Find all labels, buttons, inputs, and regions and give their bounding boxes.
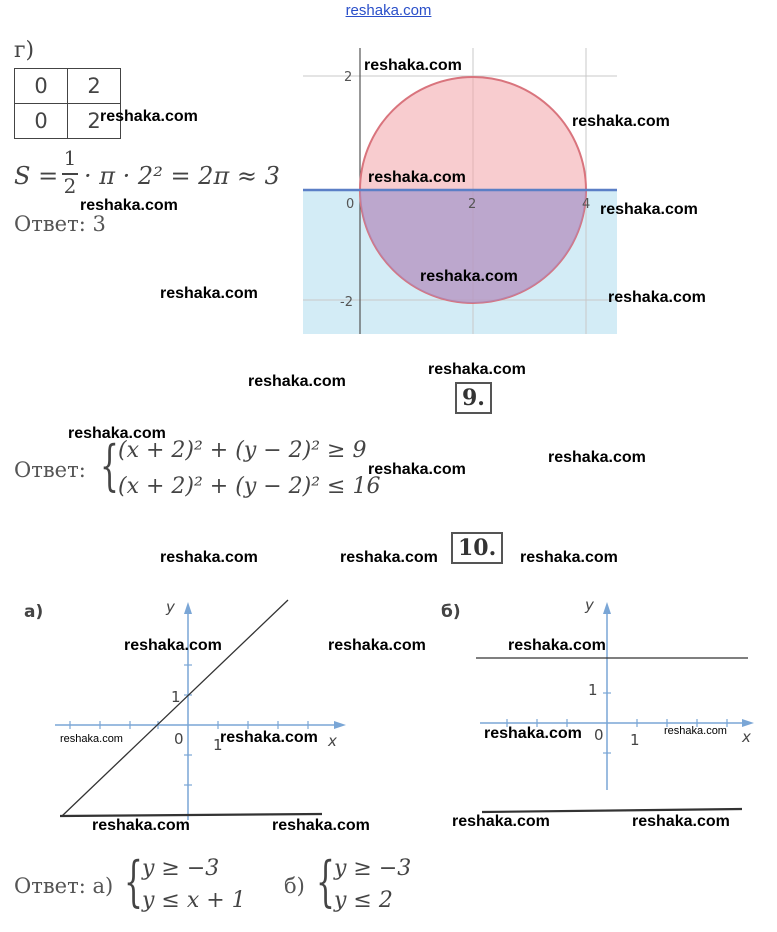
watermark: reshaka.com [160,285,258,302]
x-axis-label: x [328,732,337,750]
formula-denominator: 2 [63,174,77,198]
watermark: reshaka.com [100,108,198,125]
values-table [14,68,121,139]
graph-a [40,590,360,830]
watermark: reshaka.com [340,549,438,566]
problem-9-number: 9. [455,382,492,414]
circle-graph [300,48,620,338]
y-tick-label: 2 [344,70,353,85]
y-tick-label: -2 [340,295,353,310]
origin-label: 0 [594,726,604,744]
table-row [15,69,121,104]
table-cell: 2 [68,69,121,104]
problem-10-number: 10. [451,532,503,564]
formula-numerator: 1 [63,146,77,170]
problem-10-answer-label: Ответ: а) [14,874,114,898]
graph-a-label: а) [24,602,44,622]
x-tick-label: 0 [346,197,355,212]
watermark: reshaka.com [664,725,727,737]
system-a-line-1: y ≥ −3 [142,856,220,881]
system-b-line-2: y ≤ 2 [334,888,393,913]
formula-rhs: · π · 2² = 2π ≈ 3 [84,162,280,190]
watermark: reshaka.com [368,169,466,186]
watermark: reshaka.com [368,461,466,478]
watermark: reshaka.com [80,197,178,214]
watermark: reshaka.com [548,449,646,466]
system-line-2: (x + 2)² + (y − 2)² ≤ 16 [118,474,381,499]
watermark: reshaka.com [428,361,526,378]
origin-label: 0 [174,730,184,748]
y-axis-label: y [585,596,594,614]
system-brace: { [100,434,119,497]
watermark: reshaka.com [484,725,582,742]
watermark: reshaka.com [160,549,258,566]
table-cell: 2 [68,104,121,139]
watermark: reshaka.com [452,813,550,830]
line-y-eq-minus-3 [60,814,322,816]
watermark: reshaka.com [248,373,346,390]
x-arrow-icon [334,721,346,729]
watermark: reshaka.com [92,817,190,834]
y-arrow-icon [603,602,611,614]
graph-b-label: б) [441,602,461,622]
part-g-answer: Ответ: 3 [14,212,106,236]
system-brace: { [316,850,335,913]
watermark: reshaka.com [508,637,606,654]
answer-b-label: б) [284,874,305,898]
x-tick-label: 1 [630,731,640,749]
watermark: reshaka.com [124,637,222,654]
x-tick-label: 2 [468,197,477,212]
watermark: reshaka.com [572,113,670,130]
y-tick-label: 1 [588,681,598,699]
watermark: reshaka.com [520,549,618,566]
table-cell: 0 [15,69,68,104]
system-a-line-2: y ≤ x + 1 [142,888,246,913]
site-header-link[interactable]: reshaka.com [345,2,432,19]
watermark: reshaka.com [220,729,318,746]
x-axis-label: x [742,728,751,746]
watermark: reshaka.com [608,289,706,306]
y-tick-label: 1 [171,688,181,706]
watermark: reshaka.com [600,201,698,218]
system-b-line-1: y ≥ −3 [334,856,412,881]
line-y-eq-x-plus-1 [62,600,288,816]
x-arrow-icon [742,719,754,727]
y-arrow-icon [184,602,192,614]
watermark: reshaka.com [632,813,730,830]
watermark: reshaka.com [420,268,518,285]
watermark: reshaka.com [60,733,123,745]
watermark: reshaka.com [272,817,370,834]
graph-b [470,590,760,830]
part-g-label: г) [14,38,35,63]
watermark: reshaka.com [364,57,462,74]
x-tick-label: 4 [582,197,591,212]
x-tick-label: 1 [213,736,223,754]
formula-lhs: S = [14,162,59,190]
watermark: reshaka.com [68,425,166,442]
y-axis-label: y [166,598,175,616]
system-brace: { [124,850,143,913]
line-y-eq-minus-3 [482,809,742,812]
problem-9-answer-label: Ответ: [14,458,86,482]
table-cell: 0 [15,104,68,139]
watermark: reshaka.com [328,637,426,654]
system-line-1: (x + 2)² + (y − 2)² ≥ 9 [118,438,367,463]
